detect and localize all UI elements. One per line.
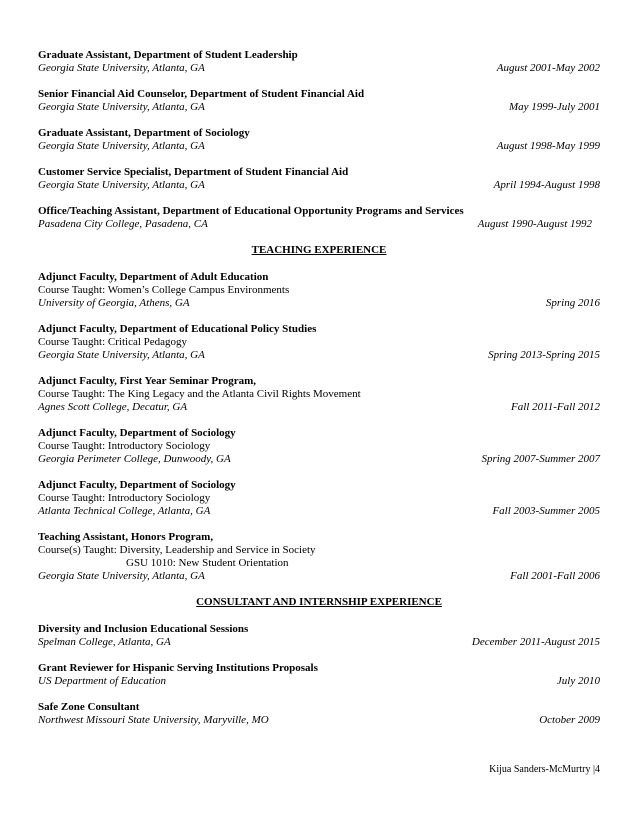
teaching-place: Georgia Perimeter College, Dunwoody, GA	[38, 453, 231, 465]
consultant-title: Safe Zone Consultant	[38, 701, 140, 713]
job-entry	[38, 205, 600, 231]
job-entry	[38, 49, 600, 75]
consultant-entry	[38, 701, 600, 727]
section-heading-teaching: TEACHING EXPERIENCE	[251, 244, 387, 256]
job-title: Office/Teaching Assistant, Department of Educational Opportunity Programs and Services	[38, 205, 464, 217]
consultant-meta	[38, 636, 600, 649]
consultant-meta	[38, 714, 600, 727]
job-dates: May 1999-July 2001	[508, 101, 600, 113]
job-meta	[38, 140, 600, 153]
consultant-title: Grant Reviewer for Hispanic Serving Institutions Proposals	[38, 662, 318, 674]
job-entry	[38, 127, 600, 153]
consultant-dates: December 2011-August 2015	[471, 636, 600, 648]
teaching-dates: Fall 2011-Fall 2012	[510, 401, 600, 413]
teaching-place: University of Georgia, Athens, GA	[38, 297, 190, 309]
consultant-entry	[38, 662, 600, 688]
consultant-dates: October 2009	[539, 714, 600, 726]
job-title: Graduate Assistant, Department of Sociology	[38, 127, 250, 139]
course-taught: Course Taught: Critical Pedagogy	[38, 336, 188, 348]
job-meta	[38, 179, 600, 192]
teaching-title: Adjunct Faculty, Department of Sociology	[38, 479, 236, 491]
teaching-entry	[38, 531, 600, 583]
teaching-place: Atlanta Technical College, Atlanta, GA	[38, 505, 211, 517]
page-footer: Kijua Sanders-McMurtry |4	[489, 764, 600, 775]
job-dates: August 2001-May 2002	[496, 62, 600, 74]
job-place: Georgia State University, Atlanta, GA	[38, 179, 205, 191]
resume-page	[38, 49, 600, 740]
job-entry	[38, 166, 600, 192]
consultant-place: Northwest Missouri State University, Maryville, MO	[38, 714, 269, 726]
course-taught: Course Taught: Introductory Sociology	[38, 440, 211, 452]
course-taught: Course Taught: Women’s College Campus Environments	[38, 284, 290, 296]
teaching-title: Adjunct Faculty, Department of Sociology	[38, 427, 236, 439]
job-meta	[38, 218, 600, 231]
job-title: Graduate Assistant, Department of Student Leadership	[38, 49, 298, 61]
job-title: Customer Service Specialist, Department of Student Financial Aid	[38, 166, 349, 178]
job-meta	[38, 62, 600, 75]
teaching-place: Georgia State University, Atlanta, GA	[38, 570, 205, 582]
job-place: Georgia State University, Atlanta, GA	[38, 140, 205, 152]
consultant-entry	[38, 623, 600, 649]
teaching-meta	[38, 297, 600, 310]
course-taught: Course Taught: Introductory Sociology	[38, 492, 211, 504]
job-dates: April 1994-August 1998	[493, 179, 600, 191]
job-place: Pasadena City College, Pasadena, CA	[38, 218, 208, 230]
job-dates: August 1990-August 1992	[477, 218, 592, 230]
teaching-title: Adjunct Faculty, Department of Adult Education	[38, 271, 269, 283]
course-taught: Course Taught: The King Legacy and the Atlanta Civil Rights Movement	[38, 388, 361, 400]
teaching-meta	[38, 453, 600, 466]
teaching-title: Teaching Assistant, Honors Program,	[38, 531, 214, 543]
job-place: Georgia State University, Atlanta, GA	[38, 62, 205, 74]
teaching-dates: Fall 2003-Summer 2005	[492, 505, 600, 517]
teaching-place: Georgia State University, Atlanta, GA	[38, 349, 205, 361]
consultant-meta	[38, 675, 600, 688]
consultant-title: Diversity and Inclusion Educational Sessions	[38, 623, 249, 635]
teaching-entry	[38, 479, 600, 518]
teaching-dates: Spring 2007-Summer 2007	[481, 453, 600, 465]
section-heading-consultant: CONSULTANT AND INTERNSHIP EXPERIENCE	[196, 596, 442, 608]
teaching-entry	[38, 427, 600, 466]
course-taught: Course(s) Taught: Diversity, Leadership and Service in Society	[38, 544, 316, 556]
teaching-dates: Spring 2013-Spring 2015	[488, 349, 600, 361]
consultant-place: US Department of Education	[38, 675, 167, 687]
teaching-title: Adjunct Faculty, Department of Educational Policy Studies	[38, 323, 317, 335]
teaching-meta	[38, 349, 600, 362]
teaching-entry	[38, 323, 600, 362]
job-dates: August 1998-May 1999	[496, 140, 600, 152]
teaching-entry	[38, 375, 600, 414]
teaching-meta	[38, 401, 600, 414]
teaching-entry	[38, 271, 600, 310]
job-place: Georgia State University, Atlanta, GA	[38, 101, 205, 113]
teaching-meta	[38, 570, 600, 583]
teaching-place: Agnes Scott College, Decatur, GA	[38, 401, 188, 413]
job-meta	[38, 101, 600, 114]
teaching-dates: Spring 2016	[545, 297, 600, 309]
job-entry	[38, 88, 600, 114]
course-taught-secondary: GSU 1010: New Student Orientation	[126, 557, 289, 569]
teaching-title: Adjunct Faculty, First Year Seminar Program,	[38, 375, 257, 387]
teaching-meta	[38, 505, 600, 518]
consultant-place: Spelman College, Atlanta, GA	[38, 636, 171, 648]
job-title: Senior Financial Aid Counselor, Department of Student Financial Aid	[38, 88, 365, 100]
teaching-dates: Fall 2001-Fall 2006	[510, 570, 600, 582]
consultant-dates: July 2010	[556, 675, 600, 687]
